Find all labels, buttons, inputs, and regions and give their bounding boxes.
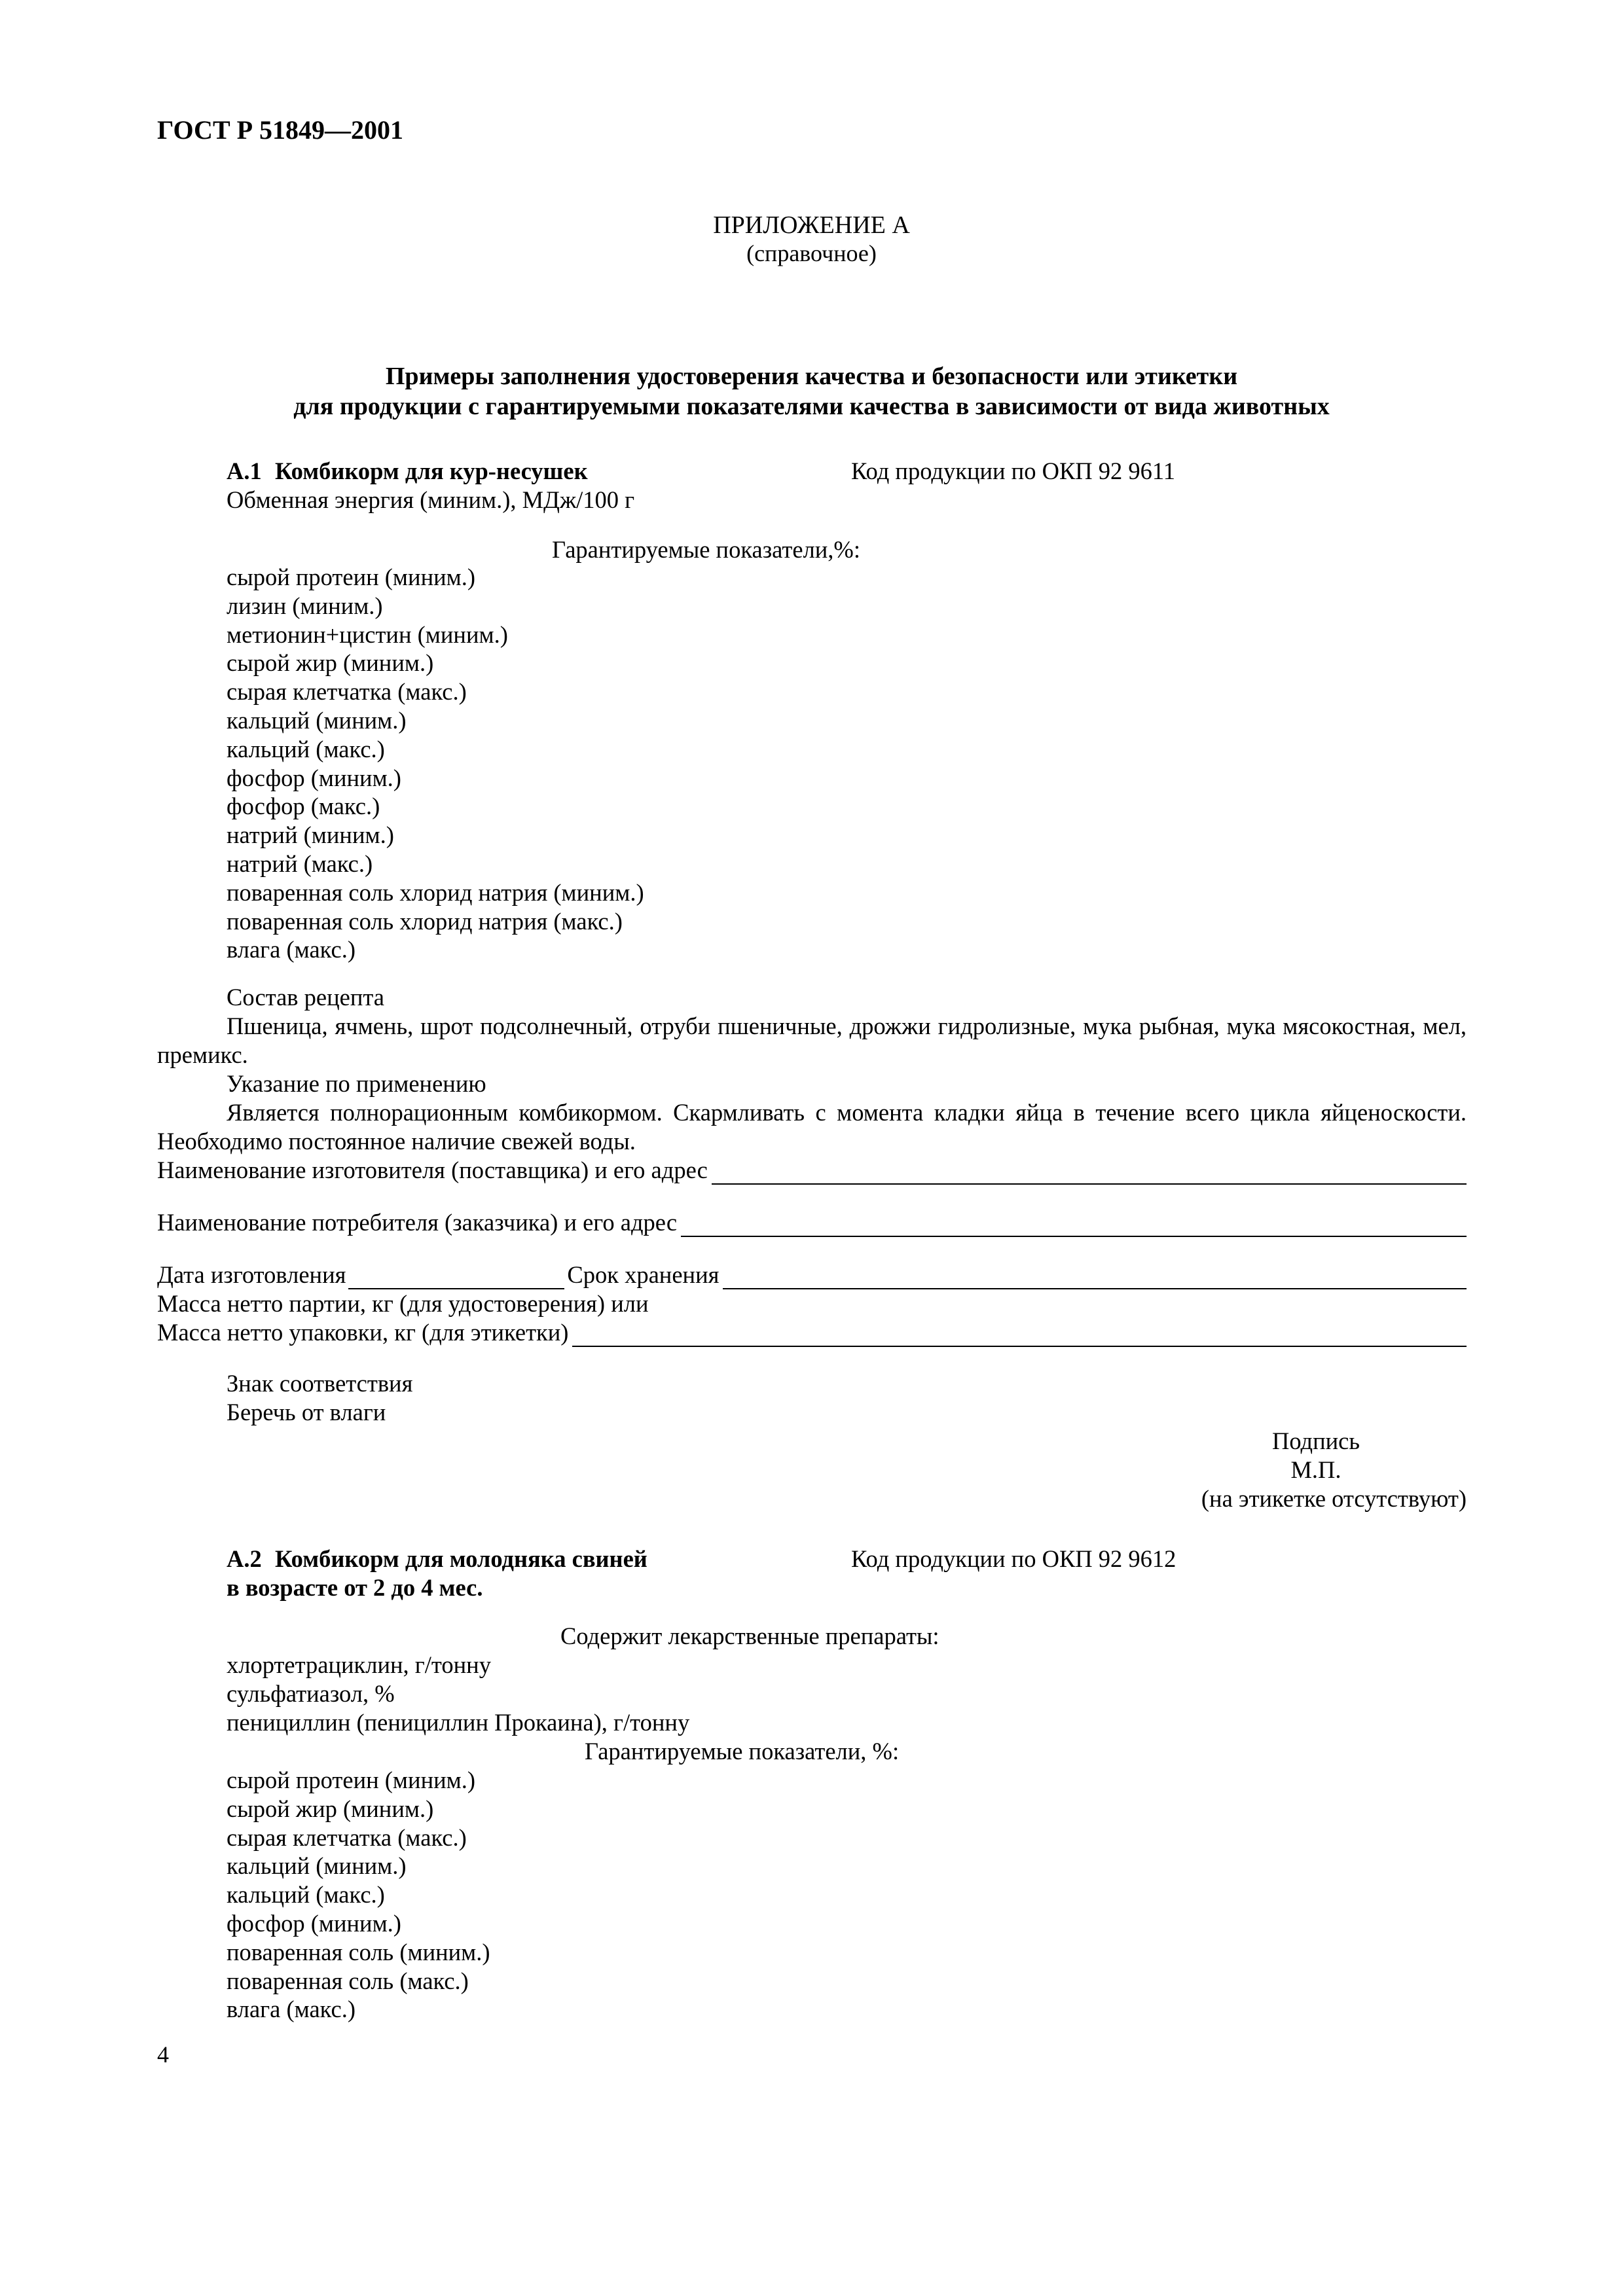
a2-indicators-title: Гарантируемые показатели, %: [585, 1738, 900, 1765]
date-shelf-field [157, 1261, 1467, 1289]
conformity-mark: Знак соответствия [227, 1370, 413, 1397]
a1-recipe-title: Состав рецепта [227, 984, 384, 1011]
list-item: кальций (миним.) [227, 706, 407, 734]
list-item: поваренная соль хлорид натрия (миним.) [227, 878, 644, 906]
manufacturer-blank-line [712, 1161, 1467, 1185]
list-item: пенициллин (пенициллин Прокаина), г/тонну [227, 1708, 690, 1736]
a2-product-name-line-2: в возрасте от 2 до 4 мес. [227, 1574, 483, 1601]
manufacturer-label: Наименование изготовителя (поставщика) и его адрес [157, 1157, 708, 1183]
list-item: фосфор (макс.) [227, 793, 380, 820]
annex-title: ПРИЛОЖЕНИЕ А [713, 211, 910, 239]
list-item: сырой протеин (миним.) [227, 564, 476, 590]
stamp-label: М.П. [1290, 1456, 1341, 1483]
list-item: натрий (макс.) [227, 850, 373, 877]
label-note: (на этикетке отсутствуют) [1201, 1485, 1467, 1512]
a2-number: А.2 [227, 1545, 262, 1572]
a2-okp-code: Код продукции по ОКП 92 9612 [851, 1545, 1176, 1572]
a1-indicators-title: Гарантируемые показатели,%: [552, 536, 860, 563]
a1-usage-text: Является полнорационным комбикормом. Скармливать с момента кладки яйца в течение всего цикла яйценоскости. Необходимо постоянное наличие свежей воды. [157, 1099, 1467, 1155]
list-item: сырая клетчатка (макс.) [227, 1823, 467, 1851]
a2-product-name-line-1: Комбикорм для молодняка свиней [275, 1545, 647, 1572]
consumer-blank-line [681, 1213, 1467, 1237]
consumer-label: Наименование потребителя (заказчика) и его адрес [157, 1209, 678, 1236]
a1-okp-code: Код продукции по ОКП 92 9611 [851, 457, 1176, 484]
list-item: кальций (макс.) [227, 1881, 385, 1909]
list-item: поваренная соль (миним.) [227, 1938, 490, 1965]
a1-indicators-list [227, 563, 644, 964]
a1-usage-title: Указание по применению [227, 1070, 486, 1097]
mass-pack-field [157, 1318, 1467, 1347]
list-item: влага (макс.) [227, 936, 356, 963]
list-item: фосфор (миним.) [227, 764, 401, 791]
heading-line-2: для продукции с гарантируемыми показателями качества в зависимости от вида животных [293, 393, 1330, 420]
list-item: метионин+цистин (миним.) [227, 620, 508, 648]
list-item: сырой протеин (миним.) [227, 1767, 476, 1793]
a2-indicators-list [227, 1766, 490, 2024]
a2-drugs-list [227, 1651, 689, 1736]
a1-product-name: Комбикорм для кур-несушек [275, 457, 588, 484]
page-number: 4 [157, 2041, 169, 2068]
a1-recipe-text: Пшеница, ячмень, шрот подсолнечный, отруби пшеничные, дрожжи гидролизные, мука рыбная, мука мясокостная, мел, премикс. [157, 1013, 1467, 1068]
list-item: сырой жир (миним.) [227, 649, 434, 677]
list-item: кальций (макс.) [227, 735, 385, 762]
keep-dry-note: Беречь от влаги [227, 1399, 386, 1426]
mass-pack-label: Масса нетто упаковки, кг (для этикетки) [157, 1319, 569, 1346]
shelf-life-blank-line [723, 1266, 1467, 1289]
list-item: хлортетрациклин, г/тонну [227, 1651, 491, 1678]
list-item: натрий (миним.) [227, 821, 394, 849]
standard-header: ГОСТ Р 51849—2001 [157, 115, 404, 145]
manufacture-date-blank-line [348, 1266, 564, 1289]
manufacture-date-label: Дата изготовления [157, 1261, 346, 1288]
list-item: сульфатиазол, % [227, 1679, 395, 1707]
list-item: поваренная соль хлорид натрия (макс.) [227, 907, 623, 935]
list-item: сырой жир (миним.) [227, 1795, 434, 1822]
list-item: сырая клетчатка (макс.) [227, 678, 467, 706]
annex-subtitle: (справочное) [746, 240, 877, 266]
list-item: влага (макс.) [227, 1996, 356, 2023]
list-item: фосфор (миним.) [227, 1909, 401, 1937]
signature-label: Подпись [1271, 1427, 1360, 1454]
list-item: лизин (миним.) [227, 592, 383, 619]
consumer-field [157, 1208, 1467, 1237]
mass-pack-blank-line [572, 1323, 1467, 1347]
a2-drugs-title: Содержит лекарственные препараты: [560, 1623, 939, 1649]
mass-lot-label: Масса нетто партии, кг (для удостоверения) или [157, 1290, 649, 1317]
manufacturer-field [157, 1156, 1467, 1185]
a1-energy: Обменная энергия (миним.), МДж/100 г [227, 486, 635, 513]
list-item: поваренная соль (макс.) [227, 1967, 469, 1994]
list-item: кальций (миним.) [227, 1852, 407, 1880]
heading-line-1: Примеры заполнения удостоверения качества и безопасности или этикетки [385, 363, 1238, 390]
shelf-life-label: Срок хранения [567, 1261, 720, 1288]
a1-number: А.1 [227, 457, 262, 484]
